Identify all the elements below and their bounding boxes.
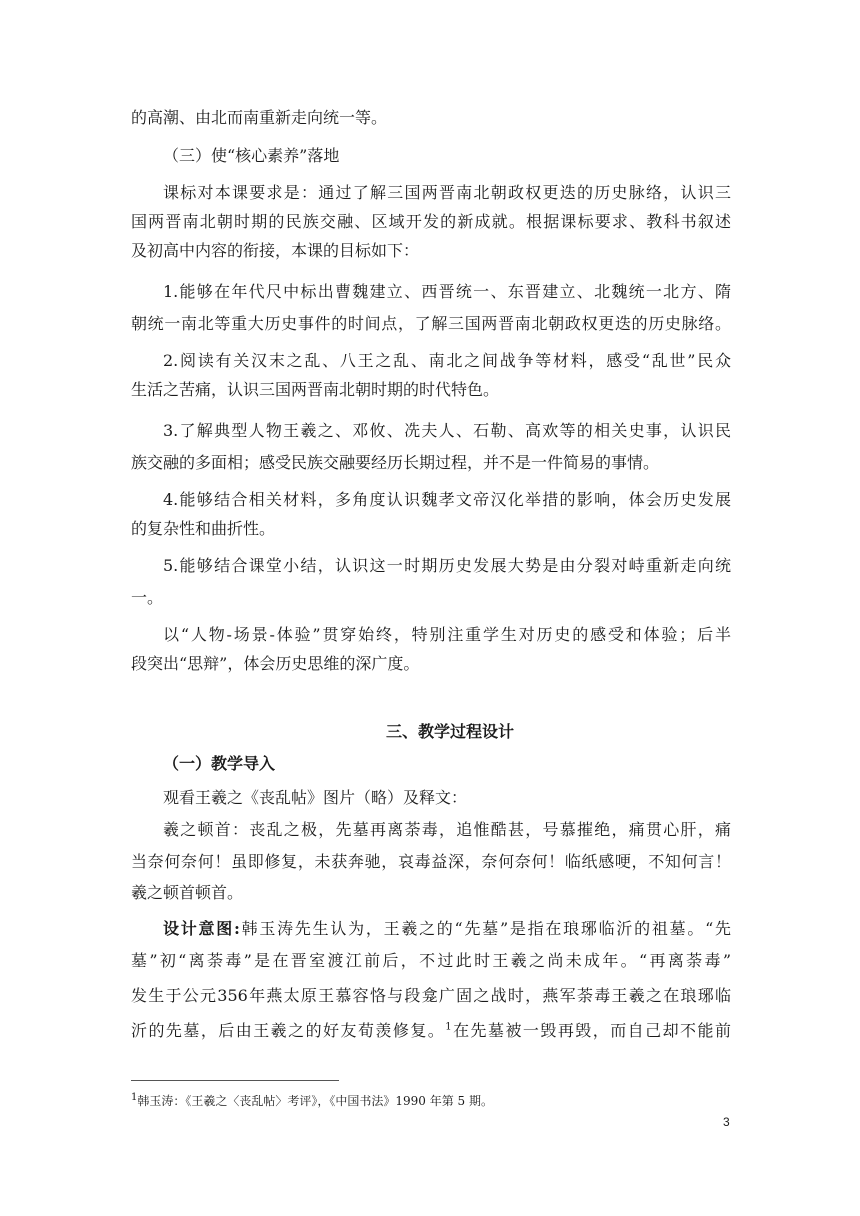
design-intent-text: 韩玉涛先生认为，王羲之的“先墓”是指在琅琊临沂的祖墓。“先 <box>239 919 731 938</box>
quoted-text-line: 当奈何奈何！虽即修复，未获奔驰，哀毒益深，奈何奈何！临纸感哽，不知何言！ <box>131 852 731 871</box>
design-intent-line <box>163 917 731 941</box>
paragraph-line: 墓”初“离荼毒”是在晋室渡江前后，不过此时王羲之尚未成年。“再离荼毒” <box>131 951 731 970</box>
paragraph-line: 发生于公元356年燕太原王慕容恪与段龛广固之战时，燕军荼毒王羲之在琅琊临 <box>131 986 731 1005</box>
objective-item: 1.能够在年代尺中标出曹魏建立、西晋统一、东晋建立、北魏统一北方、隋 <box>163 282 731 301</box>
design-intent-label: 设计意图: <box>163 919 240 938</box>
paragraph-line: 以“人物-场景-体验”贯穿始终，特别注重学生对历史的感受和体验；后半 <box>163 625 731 644</box>
paragraph-text: 在先墓被一毁再毁，而自己却不能前 <box>451 1021 731 1040</box>
paragraph-line: 段突出“思辩”，体会历史思维的深广度。 <box>131 654 420 673</box>
subsection-heading: （一）教学导入 <box>163 754 276 773</box>
footnote-reference[interactable]: 1 <box>445 1021 452 1033</box>
paragraph-line: 课标对本课要求是：通过了解三国两晋南北朝政权更迭的历史脉络，认识三 <box>163 183 731 202</box>
paragraph-line: 及初高中内容的衔接，本课的目标如下： <box>131 241 420 260</box>
quoted-text-line: 羲之顿首顿首。 <box>131 883 244 902</box>
objective-item: 2.阅读有关汉末之乱、八王之乱、南北之间战争等材料，感受“乱世”民众 <box>163 351 731 370</box>
section-subheading: （三）使“核心素养”落地 <box>163 146 340 165</box>
objective-item: 4.能够结合相关材料，多角度认识魏孝文帝汉化举措的影响，体会历史发展 <box>163 490 731 509</box>
paragraph-line: 朝统一南北等重大历史事件的时间点，了解三国两晋南北朝政权更迭的历史脉络。 <box>131 314 731 333</box>
page-number: 3 <box>723 1115 730 1129</box>
section-heading: 三、教学过程设计 <box>385 722 514 741</box>
objective-item: 5.能够结合课堂小结，认识这一时期历史发展大势是由分裂对峙重新走向统 <box>163 556 731 575</box>
footnote-divider <box>131 1080 339 1081</box>
footnote-text: 韩玉涛：《王羲之〈丧乱帖〉考评》，《中国书法》1990 年第 5 期。 <box>137 1094 493 1108</box>
paragraph-line: 的高潮、由北而南重新走向统一等。 <box>131 108 388 127</box>
paragraph-line: 国两晋南北朝时期的民族交融、区域开发的新成就。根据课标要求、教科书叙述 <box>131 212 731 231</box>
footnote-mark: 1 <box>131 1092 138 1103</box>
paragraph-line: 观看王羲之《丧乱帖》图片（略）及释文： <box>163 788 468 807</box>
paragraph-line: 族交融的多面相；感受民族交融要经历长期过程，并不是一件简易的事情。 <box>131 453 660 472</box>
paragraph-line: 一。 <box>131 588 164 607</box>
quoted-text-line: 羲之顿首：丧乱之极，先墓再离荼毒，追惟酷甚，号慕摧绝，痛贯心肝，痛 <box>163 820 731 839</box>
paragraph-line: 生活之苦痛，认识三国两晋南北朝时期的时代特色。 <box>131 380 500 399</box>
paragraph-line: 的复杂性和曲折性。 <box>131 519 276 538</box>
objective-item: 3.了解典型人物王羲之、邓攸、冼夫人、石勒、高欢等的相关史事，认识民 <box>163 421 731 440</box>
paragraph-line <box>131 1019 731 1043</box>
paragraph-text: 沂的先墓，后由王羲之的好友荀羡修复。 <box>131 1021 446 1040</box>
footnote <box>131 1093 493 1109</box>
